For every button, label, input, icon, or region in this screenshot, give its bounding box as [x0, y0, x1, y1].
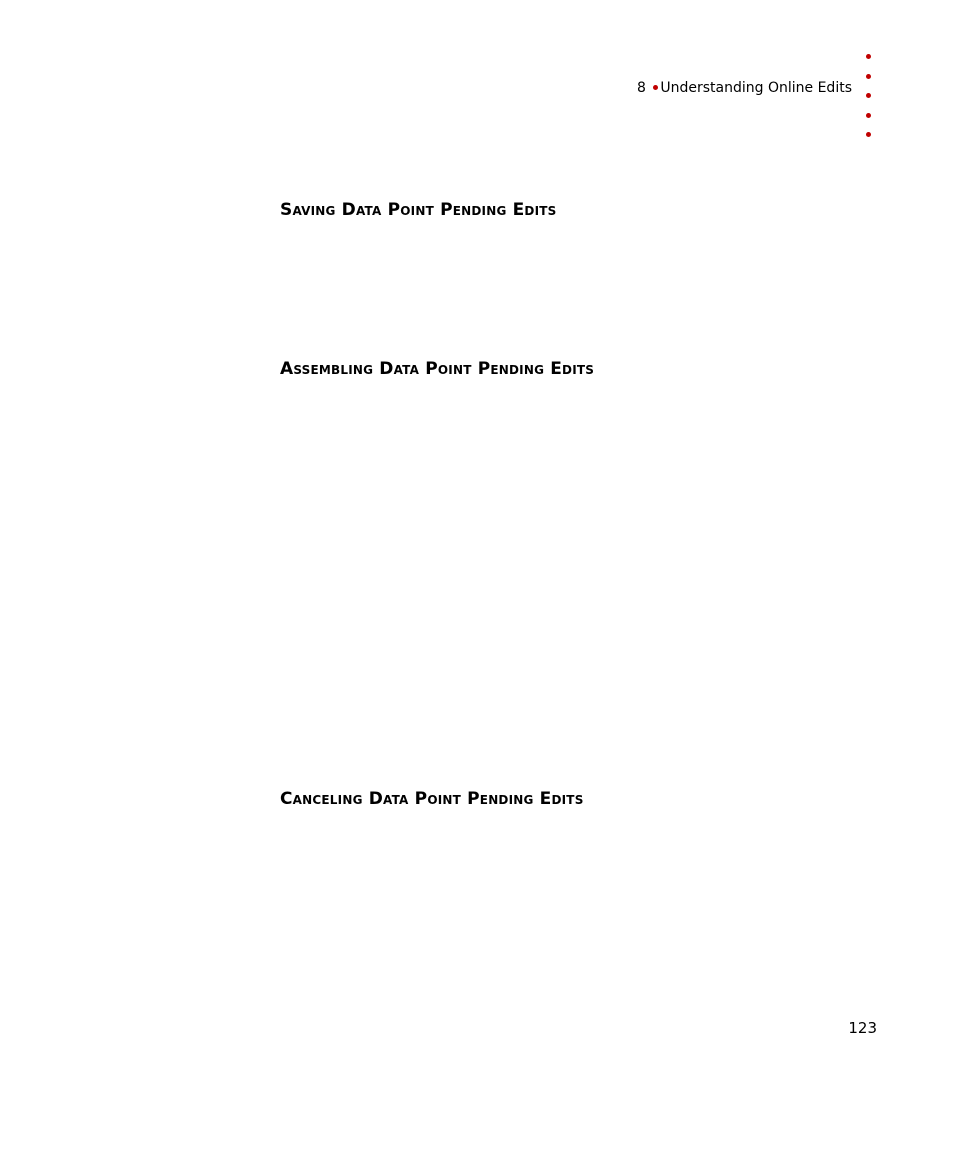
dot-icon [866, 113, 871, 118]
running-header [637, 79, 852, 97]
page-number: 123 [848, 1019, 877, 1037]
chapter-number: 8 [637, 80, 646, 96]
bullet-icon [653, 85, 658, 90]
dot-icon [866, 93, 871, 98]
dot-icon [866, 54, 871, 59]
dot-icon [866, 132, 871, 137]
margin-dots [866, 54, 872, 152]
chapter-title: Understanding Online Edits [660, 80, 852, 96]
section-heading-saving: Saving Data Point Pending Edits [280, 200, 557, 220]
dot-icon [866, 74, 871, 79]
section-heading-assembling: Assembling Data Point Pending Edits [280, 359, 595, 379]
section-heading-canceling: Canceling Data Point Pending Edits [280, 789, 584, 809]
